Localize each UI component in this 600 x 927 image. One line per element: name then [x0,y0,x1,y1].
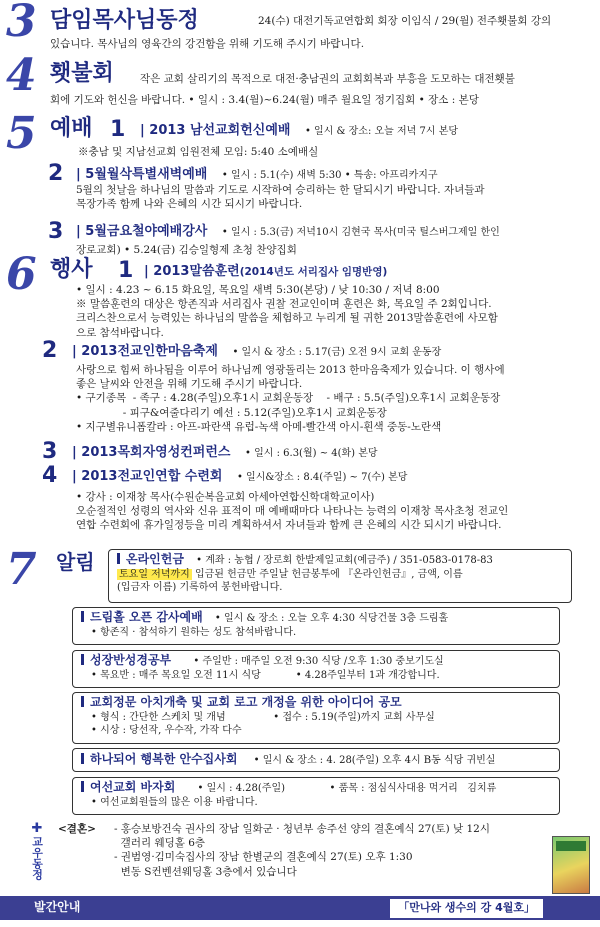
news-line: 갤러리 웨딩홀 6층 [114,837,206,850]
notice-line: • 목요반 : 매주 목요일 오전 11시 식당 • 4.28주일부터 1과 개강합니다. [91,669,440,681]
notice-head-label: 하나되어 행복한 안수집사회 [90,752,238,766]
bullet-bar-icon [81,654,84,665]
notice-head-label: 드림홀 오픈 감사예배 [90,610,203,624]
event-item-title: | 2013전교인연합 수련회 • 일시&장소 : 8.4(주일) ~ 7(수) 본당 [72,469,408,484]
footer-bar [0,896,600,920]
church-news-text: 교우동정 [30,835,44,880]
news-line: - 홍승보방건숙 권사의 장남 일화군 · 청년부 송주선 양의 결혼예식 27(토) 낮 12시 [114,823,490,835]
footer-magazine-title: 「만나와 생수의 강 4월호」 [389,898,544,919]
notice-head [81,610,551,626]
event-item-4-info: • 일시&장소 : 8.4(주일) ~ 7(수) 본당 [236,472,408,483]
notice-line: • 시상 : 당선작, 우수작, 가작 다수 [91,725,242,737]
event-item-number: 2 [42,338,58,363]
section-4-text [140,72,600,86]
notice-info: • 계좌 : 농협 / 장로회 한밭제일교회(예금주) / 351-0583-0178-83 [196,555,493,566]
bullet-bar-icon [81,696,84,707]
section-number-7: 7 [6,544,37,595]
notice-line: • 항존직 · 참석하기 원하는 성도 참석바랍니다. [91,626,297,638]
worship-item-2-info: • 일시 : 5.1(수) 새벽 5:30 • 특송: 아프리카지구 [221,170,438,181]
worship-item-title: | 5월월삭특별새벽예배 • 일시 : 5.1(수) 새벽 5:30 • 특송: 아프리카지구 [76,167,438,182]
event-item-1-title: 2013말씀훈련 [153,264,240,279]
event-item-2-info: • 일시 & 장소 : 5.17(금) 오전 9시 교회 운동장 [232,347,442,358]
notice-head [81,752,551,768]
cross-icon: ✚ [31,821,43,836]
s4-line: 회에 기도와 헌신을 바랍니다. • 일시 : 3.4(월)~6.24(월) 매주 월요일 정기집회 • 장소 : 본당 [50,94,479,106]
section-title-notices: 알림 [56,550,95,574]
worship-item-2-title: 5월월삭특별새벽예배 [85,167,208,182]
bullet-bar-icon [117,553,120,564]
notice-head [81,695,551,711]
event-item-1-text [76,283,600,340]
event-item-1-note: (2014년도 서리집사 임명반영) [239,266,388,278]
worship-line: 목장가족 함께 나와 은혜의 시간 되시기 바랍니다. [76,198,303,211]
notice-line [117,568,563,581]
worship-item-number: 3 [48,219,64,244]
section-title-torch: 횃불회 [50,61,114,86]
bullet-bar-icon [81,611,84,622]
worship-item-number: 1 [110,117,126,142]
event-item-3-title: 2013목회자영성컨퍼런스 [81,445,231,460]
event-item-3-info: • 일시 : 6.3(월) ~ 4(화) 본당 [245,448,378,459]
event-line: 좋은 날씨와 안전을 위해 기도해 주시기 바랍니다. [76,378,303,391]
event-line: - 피구&여줄다리기 예선 : 5.12(주일)오후1시 교회운동장 [76,406,387,419]
section-title-events: 행사 [50,257,93,282]
event-item-4-title: 2013전교인연합 수련회 [81,469,223,484]
section-number-5: 5 [6,108,37,159]
notice-box-bazaar [72,777,560,815]
worship-item-title: | 2013 남선교회헌신예배 • 일시 & 장소: 오늘 저녁 7시 본당 [140,123,459,138]
news-line: - 권범영·김미숙집사의 장남 한별군의 결혼예식 27(토) 오후 1:30 [114,851,413,864]
event-line: 연합 수련회에 휴가일정등을 미리 계획하셔서 자녀들과 함께 큰 은혜의 시간 되시기 바랍니다. [76,519,502,532]
notice-line-rest: 입금된 헌금만 주일날 헌금봉투에 『온라인헌금』, 금액, 이름 [191,568,463,580]
footer-publication-notice: 발간안내 [34,900,81,914]
notice-highlight: 토요일 저녁까지 [119,568,190,580]
section-number-4: 4 [6,50,37,101]
worship-line: 장로교회) • 5.24(금) 김승일형제 초청 찬양집회 [76,244,297,256]
event-line: 으로 참석바랍니다. [76,326,164,339]
worship-item-1-info: • 일시 & 장소: 오늘 저녁 7시 본당 [304,126,459,137]
worship-item-3-text [76,243,600,257]
notice-line: • 여선교회원들의 많은 이용 바랍니다. [91,796,258,808]
event-line: • 지구별유니폼칼라 : 아프-파란색 유럽-녹색 아메-빨간색 아시-흰색 중동-노란색 [76,420,442,433]
worship-line: 5월의 첫날을 하나님의 말씀과 기도로 시작하여 승리하는 한 달되시기 바랍니다. 자녀들과 [76,184,485,196]
event-line: • 구기종목 - 족구 : 4.28(주일)오후1시 교회운동장 - 배구 : 5.5(주일)오후1시 교회운동장 [76,392,501,405]
worship-item-title: | 5월금요철야예배강사 • 일시 : 5.3(금) 저녁10시 김현국 목사(미국 틸스버그제일 한인 [76,224,500,239]
section-title-pastor: 담임목사님동정 [50,8,199,33]
notice-info: • 주일반 : 매주일 오전 9:30 식당 /오후 1:30 중보기도실 [193,656,444,667]
section-4-text-2 [50,93,600,107]
section-3-text-2 [50,37,600,51]
s4-line: 작은 교회 살리기의 목적으로 대전·충남권의 교회회복과 부흥을 도모하는 대전횃불 [140,73,515,85]
notice-head [117,552,563,568]
event-item-2-title: 2013전교인한마음축제 [81,344,218,359]
worship-line: ※충남 및 지남선교회 임원전체 모임: 5:40 소예배실 [78,146,319,158]
event-item-2-text [76,363,600,434]
section-title-worship: 예배 [50,116,93,141]
event-line: 오순절적인 성령의 역사와 신유 표적이 매 예배때마다 나타나는 능력의 이재창 목사초청 전교인 [76,505,509,518]
event-line: 사랑으로 힘써 하나됨을 이루어 하나님께 영광돌리는 2013 한마음축제가 있습니다. 이 행사에 [76,364,505,376]
event-item-title: | 2013말씀훈련(2014년도 서리집사 임명반영) [144,264,388,279]
notice-head [81,653,551,669]
event-item-number: 1 [118,258,134,283]
notice-line: (입금자 이름) 기록하여 봉헌바랍니다. [117,582,283,594]
news-tag: <결혼> [58,823,96,835]
worship-item-2-text [76,183,600,211]
worship-item-number: 2 [48,161,64,186]
worship-item-1-text [78,145,598,159]
news-text [114,822,554,879]
notice-box-deacons [72,748,560,772]
event-line: • 강사 : 이재창 목사(수원순복음교회 아세아연합신학대학교이사) [76,491,375,503]
section-number-3: 3 [6,0,37,47]
event-item-number: 3 [42,439,58,464]
worship-item-3-info: • 일시 : 5.3(금) 저녁10시 김현국 목사(미국 틸스버그제일 한인 [221,227,500,238]
notice-info: • 일시 & 장소 : 오늘 오후 4:30 식당건물 3층 드림홀 [214,613,449,624]
notice-head-label: 성장반성경공부 [90,653,172,667]
notice-info: • 일시 : 4.28(주일) • 품목 : 점심식사대용 먹거리 김치류 [197,783,497,794]
notice-head-label: 온라인헌금 [126,552,184,566]
notice-head-label: 교회정문 아치개축 및 교회 로고 개정을 위한 아이디어 공모 [90,695,402,709]
event-item-number: 4 [42,463,58,488]
church-news-label [30,822,44,880]
event-item-4-text [76,490,600,533]
bullet-bar-icon [81,781,84,792]
event-line: 크리스찬으로서 능력있는 하나님의 말씀을 체험하고 누리게 될 귀한 2013말씀훈련에 사모함 [76,312,498,325]
notice-box-idea-contest [72,692,560,744]
news-line: 변동 S컨벤션웨딩홀 3층에서 있습니다 [114,865,297,878]
section-number-6: 6 [6,249,37,300]
s3-line: 있습니다. 목사님의 영육간의 강건함을 위해 기도해 주시기 바랍니다. [50,38,365,50]
section-3-text [258,14,598,28]
worship-item-3-title: 5월금요철야예배강사 [85,224,208,239]
notice-box-online-offering [108,549,572,603]
event-item-title: | 2013전교인한마음축제 • 일시 & 장소 : 5.17(금) 오전 9시 교회 운동장 [72,344,442,359]
magazine-cover-image [552,836,590,894]
notice-box-dream-hall [72,607,560,645]
s3-line: 24(수) 대전기독교연합회 회장 이임식 / 29(월) 전주횃불회 강의 [258,15,552,27]
event-line: ※ 말씀훈련의 대상은 항존직과 서리집사 권찰 전교인이며 훈련은 화, 목요일 주 2회입니다. [76,298,492,311]
notice-box-bible-study [72,650,560,688]
notice-head [81,780,551,796]
event-item-title: | 2013목회자영성컨퍼런스 • 일시 : 6.3(월) ~ 4(화) 본당 [72,445,378,460]
notice-line: • 형식 : 간단한 스케치 및 개념 • 접수 : 5.19(주일)까지 교회 사무실 [91,711,435,723]
notice-head-label: 여선교회 바자회 [90,780,176,794]
bullet-bar-icon [81,753,84,764]
notice-info: • 일시 & 장소 : 4. 28(주일) 오후 4시 B동 식당 귀빈실 [253,755,496,766]
worship-item-1-title: 2013 남선교회헌신예배 [149,123,291,138]
event-line: • 일시 : 4.23 ~ 6.15 화요일, 목요일 새벽 5:30(본당) / 낮 10:30 / 저녁 8:00 [76,284,440,296]
